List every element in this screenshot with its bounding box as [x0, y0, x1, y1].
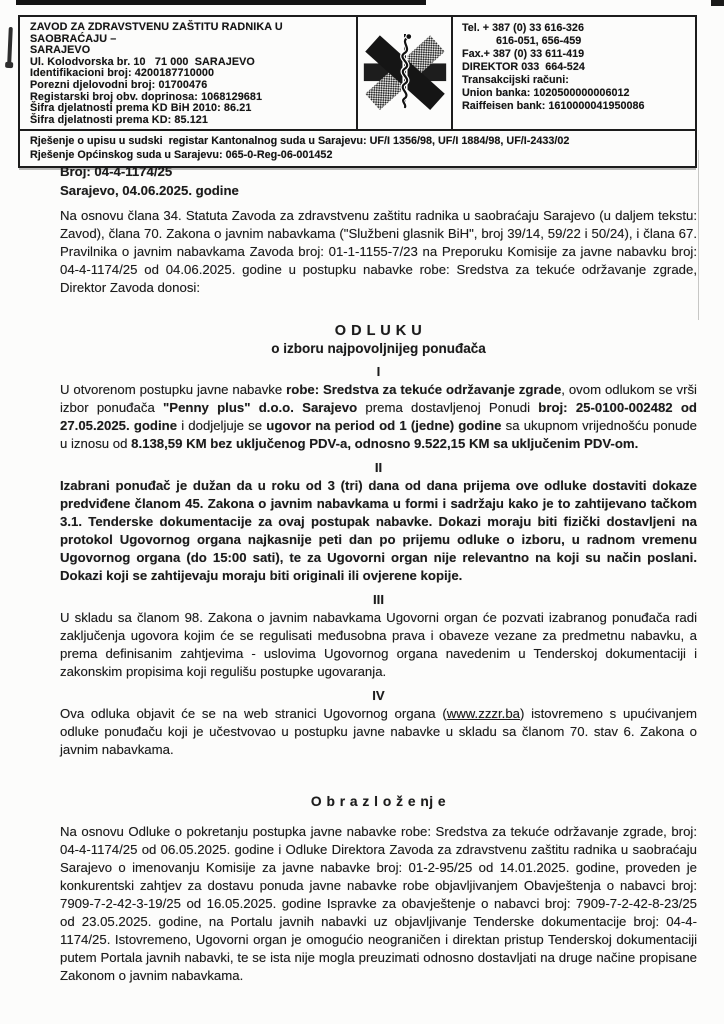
intro-paragraph: Na osnovu člana 34. Statuta Zavoda za zdravstvenu zaštitu radnika u saobraćaju Sarajevo (u daljem tekstu: Zavod), člana 70. Zakona o javnim nabavkama ("Službeni glasnik BiH", broj 39/14, 59/22 i 50/24), i člana 67. Pravilnika o javnim nabavkama Zavoda broj: 01-1-1155-7/23 na Preporuku Komisije za javne nabavku broj: 04-4-1174/25 od 04.06.2025. godine u postupku nabavke robe: Sredstva za tekuće održavanje zgrade, Direktor Zavoda donosi: — [60, 208, 697, 295]
document-body — [60, 163, 697, 985]
court-registry-line: Rješenje Općinskog suda u Sarajevu: 065-0-Reg-06-001452 — [30, 149, 333, 162]
decision-title-block — [60, 323, 697, 357]
logo-cell — [358, 17, 453, 129]
decision-title: O D L U K U — [334, 323, 423, 339]
org-name-line: ZAVOD ZA ZDRAVSTVENU ZAŠTITU RADNIKA U SAOBRAĆAJU – — [30, 21, 286, 45]
rationale-heading: O b r a z l o ž e nj e — [310, 793, 447, 809]
document-number: Broj: 04-4-1174/25 — [60, 164, 173, 179]
decision-subtitle: o izboru najpovoljnijeg ponuđača — [271, 340, 486, 356]
section-paragraph: Ova odluka objavit će se na web stranici Ugovornog organa (www.zzzr.ba) istovremeno s upućivanjem odluke ponuđaču koji je učestvovao u postupku javne nabavke u skladu sa članom 70. stav 6. Zakona o javnim nabavkama. — [60, 705, 697, 757]
letterhead-contact-block — [453, 17, 695, 129]
bank-account-line: Union banka: 1020500000006012 — [462, 87, 630, 99]
org-activity-code-line: Šifra djelatnosti prema KD BiH 2010: 86.21 — [30, 102, 252, 115]
bank-account-line: Raiffeisen bank: 1610000041950086 — [462, 100, 645, 112]
star-of-life-snake-icon — [361, 29, 449, 118]
accounts-label-line: Transakcijski računi: — [462, 74, 569, 86]
scan-edge-artifact — [16, 0, 426, 5]
section-paragraph: Izabrani ponuđač je dužan da u roku od 3 (tri) dana od dana prijema ove odluke dostaviti dokaze predviđene članom 45. Zakona o javnim nabavkama u formi i sadržaju kako je to zahtijevano tačkom 3.1. Tenderske dokumentacije za ovaj postupak nabavke. Dokazi moraju biti fizički dostavljeni na protokol Ugovornog organa najkasnije peti dan po prijemu odluke o izboru, u radnom vremenu Ugovornog organa (do 15:00 sati), te za Ugovorni organ nije relevantno na koji su način poslani. Dokazi koji se zahtijevaju moraju biti originali ili ovjerene kopije. — [60, 477, 697, 583]
scan-crease-line — [698, 150, 699, 320]
court-registry-line: Rješenje o upisu u sudski registar Kantonalnog suda u Sarajevu: UF/I 1356/98, UF/I 1884/98, UF/I-2433/02 — [30, 135, 570, 148]
org-activity-code-line: Šifra djelatnosti prema KD: 85.121 — [30, 113, 209, 126]
org-address-line: Ul. Kolodvorska br. 10 71 000 SARAJEVO — [30, 55, 255, 68]
section-numeral: II — [374, 459, 383, 475]
letterhead-top-row — [20, 17, 695, 129]
section-paragraph: U skladu sa članom 98. Zakona o javnim nabavkama Ugovorni organ će pozvati izabranog ponuđača radi zaključenja ugovora kojim će se regulisati međusobna prava i obaveze vezane za predmetnu nabavku, a prema definisanim zahtjevima - uslovima Ugovornog organa navedenim u Tenderskoj dokumentaciji i zakonskim propisima koji regulišu postupke ugovaranja. — [60, 609, 697, 679]
pen-mark-artifact — [7, 27, 13, 64]
org-registry-number-line: Registarski broj obv. doprinosa: 1068129681 — [30, 90, 263, 103]
place-and-date: Sarajevo, 04.06.2025. godine — [60, 182, 239, 198]
phone-line: 616-051, 656-459 — [496, 35, 582, 47]
director-phone-line: DIREKTOR 033 664-524 — [462, 61, 585, 73]
rationale-paragraph: Na osnovu Odluke o pokretanju postupka javne nabavke robe: Sredstva za tekuće održavanje zgrade, broj: 04-4-1174/25 od 06.05.2025. godine i Odluke Direktora Zavoda za zdravstvenu zaštitu radnika u saobraćaju Sarajevo o imenovanju Komisije za javne nabavke broj: 01-2-95/25 od 14.01.2025. godine, proveden je konkurentski zahtjev za dostavu ponuda javne nabavke robe objavljivanjem Obavještenja o nabavci broj: 7909-7-2-42-3-19/25 od 16.05.2025. godine Ispravke za obavještenje o nabavci broj: 7909-7-2-42-8-23/25 od 23.05.2025. godine, na Portalu javnih nabavki uz objavljivanje Tenderske dokumentacije broj: 04-4-1174/25. Istovremeno, Ugovorni organ je omogućio neograničen i direktan pristup Tenderskoj dokumentaciji putem Portala javnih nabavki, te se ista nije mogla preuzimati odnosno dostavljati na druge načine propisane Zakonom o javnim nabavkama. — [60, 823, 697, 983]
fax-line: Fax.+ 387 (0) 33 611-419 — [462, 48, 585, 60]
scan-corner-artifact — [711, 0, 724, 6]
section-numeral: I — [376, 363, 381, 379]
phone-line: Tel. + 387 (0) 33 616-326 — [462, 22, 584, 34]
section-numeral: IV — [372, 687, 385, 703]
letterhead — [18, 15, 697, 168]
org-tax-line: Porezni djelovodni broj: 01700476 — [30, 78, 208, 91]
org-name-line: SARAJEVO — [30, 44, 91, 57]
letterhead-org-block — [20, 17, 358, 129]
section-numeral: III — [373, 591, 384, 607]
letterhead-registry-row — [20, 129, 695, 166]
section-paragraph: U otvorenom postupku javne nabavke robe: Sredstva za tekuće održavanje zgrade, ovom odlukom se vrši izbor ponuđača "Penny plus" d.o.o. Sarajevo prema dostavljenoj Ponudi broj: 25-0100-002482 od 27.05.2025. godine i dodjeljuje se ugovor na period od 1 (jedne) godine sa ukupnom vrijednošću ponude u iznosu od 8.138,59 KM bez uključenog PDV-a, odnosno 9.522,15 KM sa uključenim PDV-om. — [60, 381, 697, 451]
org-id-line: Identifikacioni broj: 4200187710000 — [30, 67, 215, 80]
